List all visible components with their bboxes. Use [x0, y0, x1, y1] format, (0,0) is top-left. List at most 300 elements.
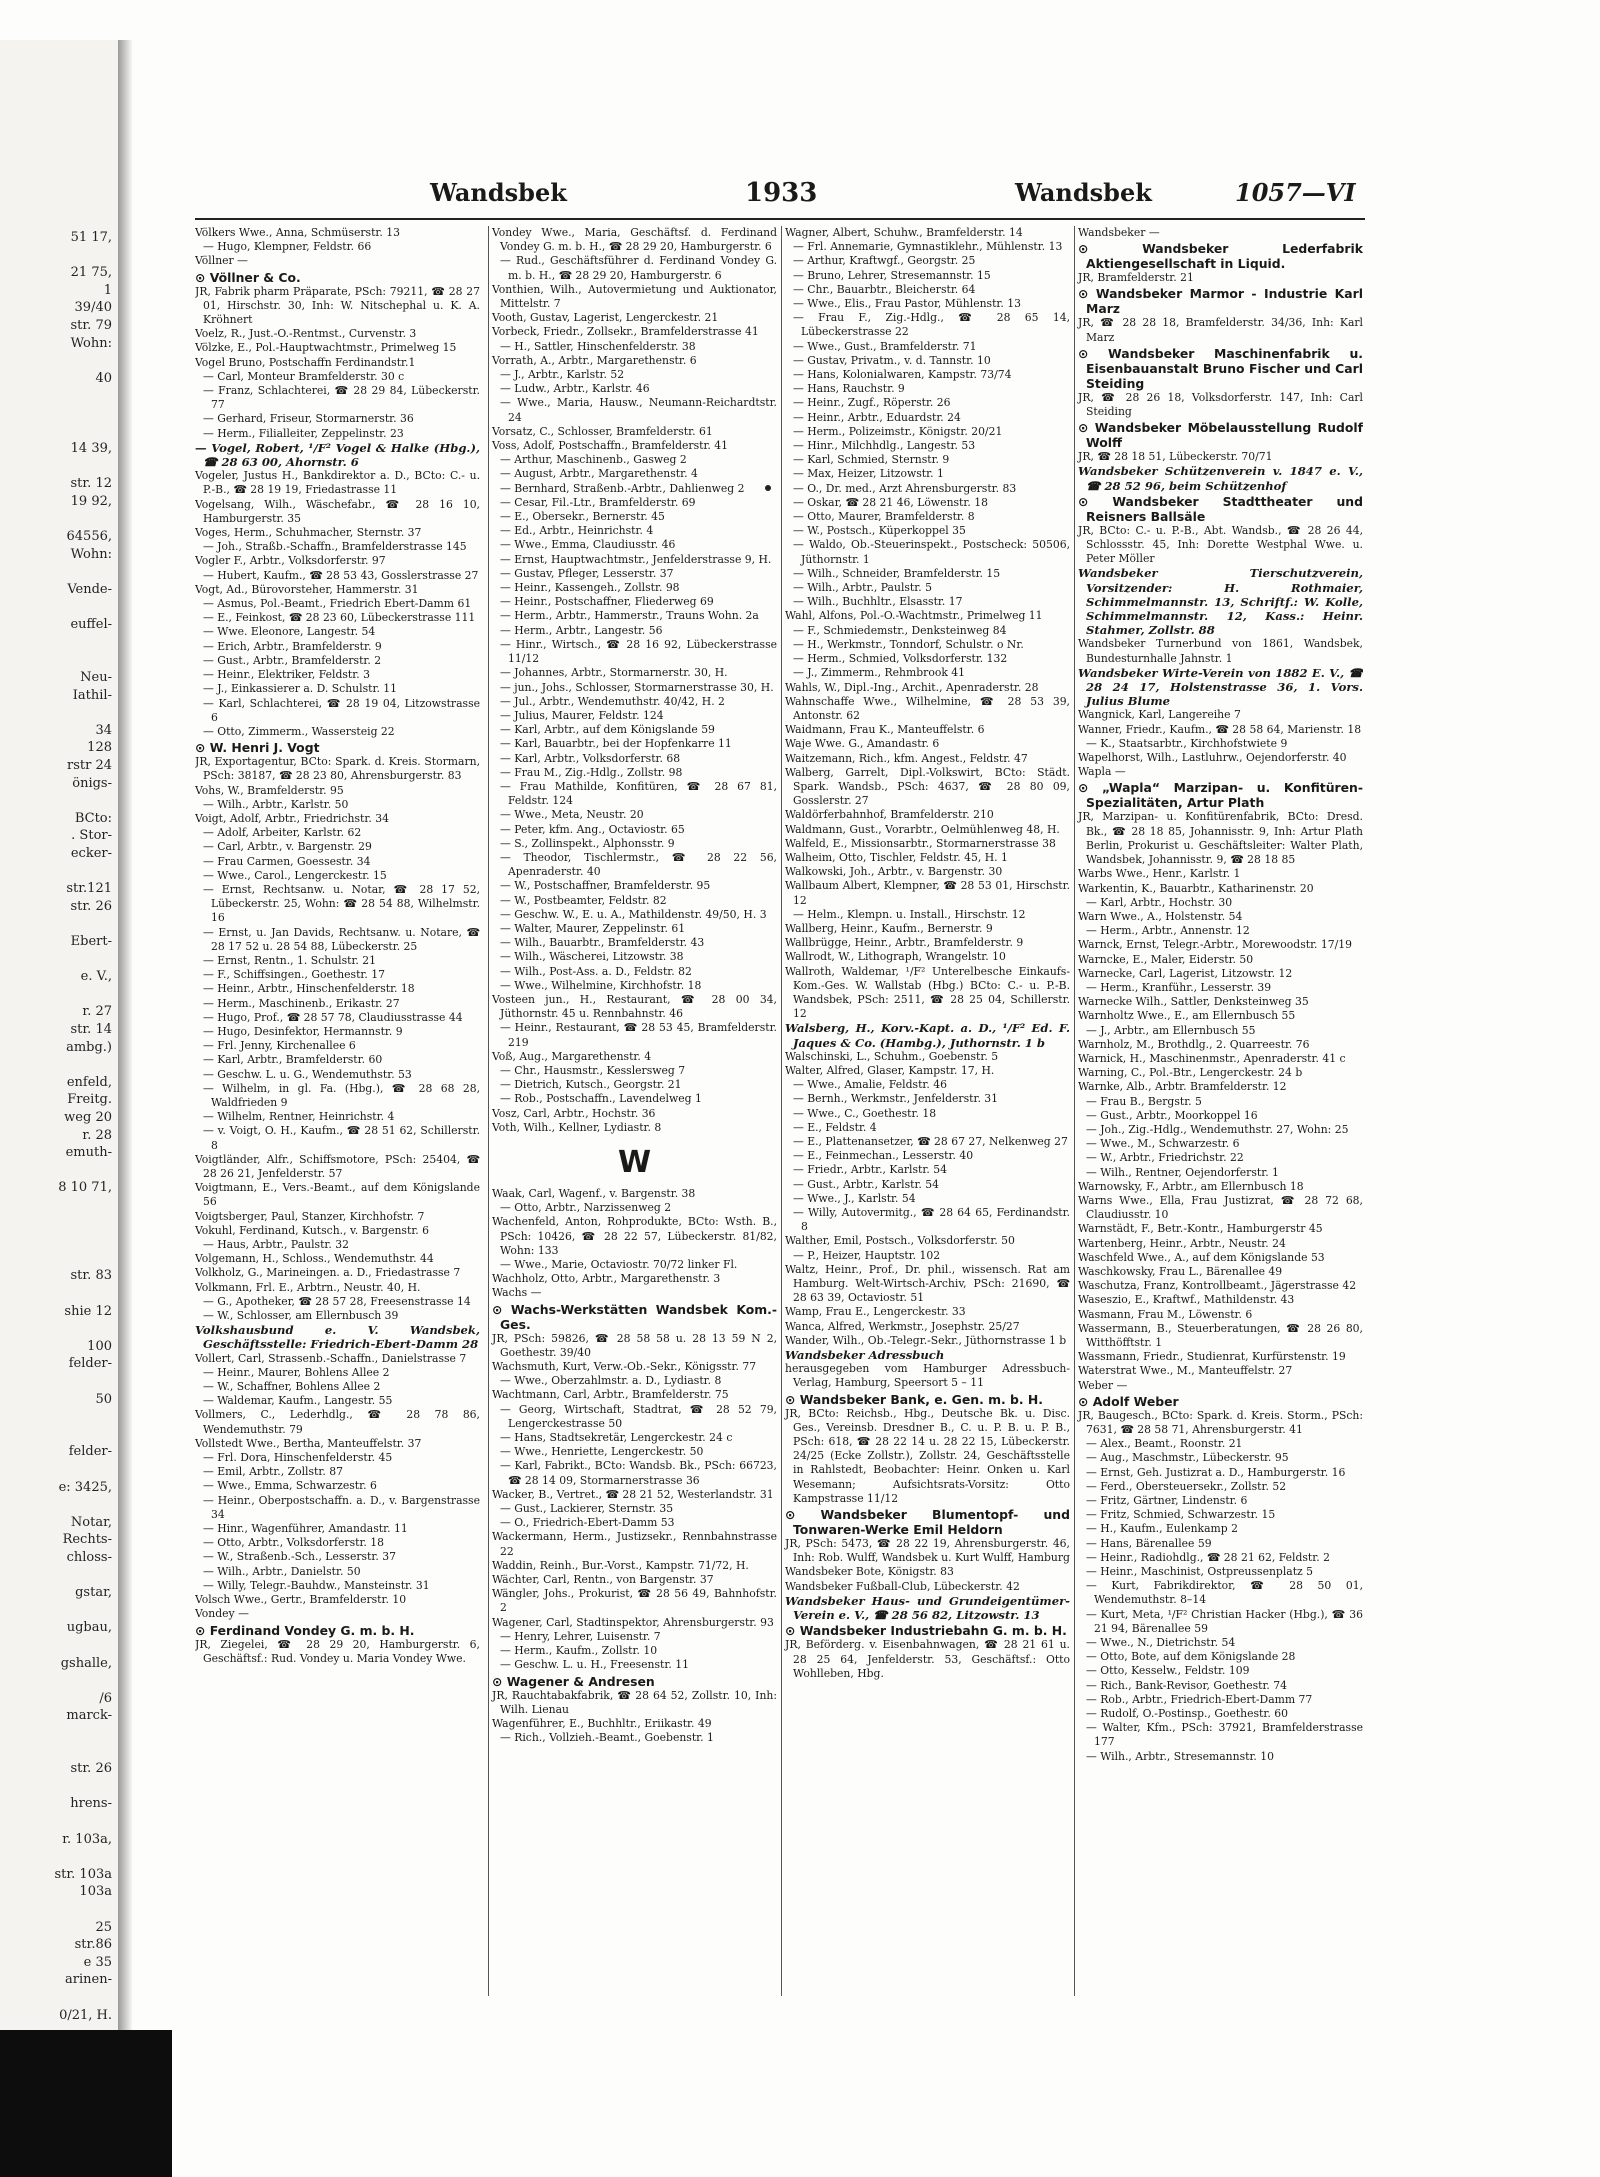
directory-entry: Vogelsang, Wilh., Wäschefabr., ☎ 28 16 10, Hamburgerstr. 35 — [195, 497, 480, 525]
directory-entry: JR, ☎ 28 18 51, Lübeckerstr. 70/71 — [1078, 450, 1273, 464]
directory-entry: — Wwe., N., Dietrichstr. 54 — [1086, 1636, 1236, 1650]
directory-entry: — Helm., Klempn. u. Install., Hirschstr. 12 — [793, 907, 1026, 921]
previous-page-fragment: arinen- — [65, 1972, 112, 1988]
directory-entry: — W., Postbeamter, Feldstr. 82 — [500, 893, 667, 907]
page-number: 1057—VI — [1235, 178, 1356, 207]
directory-entry: Wagner, Albert, Schuhw., Bramfelderstr. 14 — [785, 226, 1023, 239]
directory-entry: — Heinr., Maurer, Bohlens Allee 2 — [203, 1365, 390, 1379]
directory-entry: — Wwe., Marie, Octaviostr. 70/72 linker Fl. — [500, 1258, 738, 1272]
directory-entry: — J., Arbtr., am Ellernbusch 55 — [1086, 1023, 1256, 1037]
directory-entry: — Ernst, Hauptwachtmstr., Jenfelderstrasse 9, H. — [500, 552, 772, 566]
previous-page-fragment: str. 26 — [70, 1761, 112, 1777]
directory-entry: — Wwe., Wilhelmine, Kirchhofstr. 18 — [500, 978, 702, 992]
directory-entry: — Fritz, Gärtner, Lindenstr. 6 — [1086, 1494, 1248, 1508]
directory-entry: — K., Staatsarbtr., Kirchhofstwiete 9 — [1086, 736, 1288, 750]
directory-entry: — Heinr., Radiohdlg., ☎ 28 21 62, Feldstr. 2 — [1086, 1550, 1330, 1564]
directory-entry: — E., Feinmechan., Lesserstr. 40 — [793, 1149, 974, 1163]
directory-entry: Wapelhorst, Wilh., Lastluhrw., Oejendorferstr. 40 — [1078, 751, 1347, 765]
directory-entry: Wacker, B., Vertret., ☎ 28 21 52, Westerlandstr. 31 — [492, 1487, 774, 1501]
directory-entry: — Wilh., Arbtr., Danielstr. 50 — [203, 1564, 361, 1578]
directory-entry: Wallrodt, W., Lithograph, Wrangelstr. 10 — [785, 950, 1006, 964]
directory-entry: — J., Arbtr., Karlstr. 52 — [500, 368, 625, 382]
previous-page-fragment: 1 — [103, 282, 112, 298]
directory-entry: Wapla — — [1078, 765, 1126, 779]
directory-entry: Waldmann, Gust., Vorarbtr., Oelmühlenweg 48, H. — [785, 822, 1060, 836]
directory-entry: Vorrath, A., Arbtr., Margarethenstr. 6 — [492, 353, 697, 367]
previous-page-fragment: 39/40 — [74, 300, 112, 316]
directory-entry: Warnck, Ernst, Telegr.-Arbtr., Morewoodstr. 17/19 — [1078, 938, 1353, 952]
directory-entry: — Herm., Maschinenb., Erikastr. 27 — [203, 996, 400, 1010]
directory-entry: — W., Schlosser, am Ellernbusch 39 — [203, 1309, 399, 1323]
directory-entry: — Wilh., Buchhltr., Elsasstr. 17 — [793, 595, 963, 609]
directory-entry: — Emil, Arbtr., Zollstr. 87 — [203, 1465, 343, 1479]
directory-entry: — Frl. Dora, Hinschenfelderstr. 45 — [203, 1451, 393, 1465]
directory-entry: Waseszio, E., Kraftwf., Mathildenstr. 43 — [1078, 1293, 1295, 1307]
directory-entry: — Alex., Beamt., Roonstr. 21 — [1086, 1437, 1243, 1451]
directory-entry: Vogt, Ad., Bürovorsteher, Hammerstr. 31 — [195, 582, 419, 596]
directory-entry: JR, Fabrik pharm Präparate, PSch: 79211, ☎ 28 27 01, Hirschstr. 30, Inh: W. Nitschephal u. K. A. Kröhnert — [195, 284, 480, 327]
directory-entry: — Max, Heizer, Litzowstr. 1 — [793, 467, 944, 481]
directory-page — [195, 178, 1365, 1998]
directory-entry: — Rudolf, O.-Postinsp., Goethestr. 60 — [1086, 1707, 1288, 1721]
directory-entry: Walfeld, E., Missionsarbtr., Stormarnerstrasse 38 — [785, 836, 1056, 850]
directory-entry: Warnick, H., Maschinenmstr., Apenraderstr. 41 c — [1078, 1051, 1346, 1065]
previous-page-fragment: Rechts- — [62, 1532, 112, 1548]
directory-entry: — Adolf, Arbeiter, Karlstr. 62 — [203, 826, 362, 840]
directory-entry: herausgegeben vom Hamburger Adressbuch-Verlag, Hamburg, Speersort 5 – 11 — [785, 1362, 1070, 1390]
directory-entry: — Julius, Maurer, Feldstr. 124 — [500, 708, 664, 722]
directory-entry: Wahls, W., Dipl.-Ing., Archit., Apenraderstr. 28 — [785, 680, 1039, 694]
directory-entry: — Chr., Hausmstr., Kesslersweg 7 — [500, 1063, 686, 1077]
directory-entry: — August, Arbtr., Margarethenstr. 4 — [500, 467, 698, 481]
previous-page-fragment: Notar, — [70, 1514, 112, 1530]
directory-entry: JR, Exportagentur, BCto: Spark. d. Kreis. Stormarn, PSch: 38187, ☎ 28 23 80, Ahrensburgerstr. 83 — [195, 755, 480, 783]
directory-entry: Vollmers, C., Lederhdlg., ☎ 28 78 86, Wendemuthstr. 79 — [195, 1408, 480, 1436]
directory-entry: Warnecke, Carl, Lagerist, Litzowstr. 12 — [1078, 966, 1293, 980]
directory-entry: Voss, Adolf, Postschaffn., Bramfelderstr. 41 — [492, 439, 729, 453]
directory-entry: — Franz, Schlachterei, ☎ 28 29 84, Lübeckerstr. 77 — [203, 384, 480, 412]
previous-page-fragment: Wohn: — [70, 546, 112, 562]
directory-entry: — Hugo, Klempner, Feldstr. 66 — [203, 240, 372, 254]
directory-entry: — Karl, Arbtr., auf dem Königslande 59 — [500, 723, 715, 737]
directory-entry: — Gust., Arbtr., Moorkoppel 16 — [1086, 1108, 1258, 1122]
directory-entry: Warns Wwe., Ella, Frau Justizrat, ☎ 28 72 68, Claudiusstr. 10 — [1078, 1193, 1363, 1222]
directory-entry: Waak, Carl, Wagenf., v. Bargenstr. 38 — [492, 1187, 696, 1200]
header-rule — [195, 218, 1365, 220]
previous-page-fragment: 14 39, — [70, 441, 112, 457]
directory-entry: — Hans, Kolonialwaren, Kampstr. 73/74 — [793, 368, 1012, 382]
directory-entry: Wandsbeker Turnerbund von 1861, Wandsbek, Bundesturnhalle Jahnstr. 1 — [1078, 637, 1363, 665]
header-right: Wandsbek — [1015, 178, 1152, 207]
directory-entry: — Wilh., Arbtr., Karlstr. 50 — [203, 797, 349, 811]
directory-entry: — Otto, Arbtr., Volksdorferstr. 18 — [203, 1536, 385, 1550]
directory-entry: JR, BCto: Reichsb., Hbg., Deutsche Bk. u. Disc. Ges., Vereinsb. Dresdner B., C. u. P. B. u. P. B., PSch: 618, ☎ 28 22 14 u. 28 22 15, Lübeckerstr. 24/25 (Ecke Zollstr.), Zollstr. 24, Geschäftsstelle in Rahlstedt, Beobachter: Heinr. Onken u. Karl Wesemann; Aufsichtsrats-Vorsitz: Otto Kampstrasse 11/12 — [785, 1406, 1070, 1505]
directory-entry: — Wwe., Maria, Hausw., Neumann-Reichardtstr. 24 — [500, 396, 777, 424]
column-4 — [1074, 226, 1363, 1996]
directory-entry: — Hinr., Wirtsch., ☎ 28 16 92, Lübeckerstrasse 11/12 — [500, 637, 777, 666]
directory-entry: — Frau Carmen, Goessestr. 34 — [203, 854, 371, 868]
directory-entry: — Geschw. L. u. G., Wendemuthstr. 53 — [203, 1067, 412, 1081]
directory-entry: — jun., Johs., Schlosser, Stormarnerstrasse 30, H. — [500, 680, 774, 694]
directory-entry: Volsch Wwe., Gertr., Bramfelderstr. 10 — [195, 1593, 407, 1607]
previous-page-fragment: 40 — [95, 370, 112, 386]
directory-entry: — Dietrich, Kutsch., Georgstr. 21 — [500, 1078, 682, 1092]
directory-entry: — Ludw., Arbtr., Karlstr. 46 — [500, 382, 650, 396]
directory-entry: Vosz, Carl, Arbtr., Hochstr. 36 — [492, 1106, 656, 1120]
previous-page-fragment: felder- — [68, 1356, 112, 1372]
directory-entry: — Wwe., M., Schwarzestr. 6 — [1086, 1137, 1240, 1151]
directory-entry: Warn Wwe., A., Holstenstr. 54 — [1078, 909, 1243, 923]
directory-entry: JR, ☎ 28 28 18, Bramfelderstr. 34/36, Inh: Karl Marz — [1078, 316, 1363, 344]
directory-entry: Wachholz, Otto, Arbtr., Margarethenstr. 3 — [492, 1272, 721, 1286]
directory-entry: — Gustav, Privatm., v. d. Tannstr. 10 — [793, 353, 991, 367]
directory-entry: — Wwe. Eleonore, Langestr. 54 — [203, 625, 376, 639]
directory-entry: — Heinr., Zugf., Röperstr. 26 — [793, 396, 951, 410]
directory-entry: — Frl. Annemarie, Gymnastiklehr., Mühlenstr. 13 — [793, 240, 1063, 254]
directory-entry: Vooth, Gustav, Lagerist, Lengerckestr. 21 — [492, 311, 719, 325]
previous-page-fragment: chloss- — [66, 1550, 112, 1565]
directory-entry: ⊙ Wandsbeker Maschinenfabrik u. Eisenbauanstalt Bruno Fischer und Carl Steiding — [1078, 345, 1363, 391]
directory-entry: Walberg, Garrelt, Dipl.-Volkswirt, BCto: Städt. Spark. Wandsb., PSch: 4637, ☎ 28 80 09, Gosslerstr. 27 — [785, 765, 1070, 808]
directory-entry: — Wwe., J., Karlstr. 54 — [793, 1191, 916, 1205]
directory-entry: Walsberg, H., Korv.-Kapt. a. D., ¹/F² Ed. F. Jaques & Co. (Hambg.), Juthornstr. 1 b — [785, 1021, 1070, 1050]
directory-entry: — Wilhelm, Rentner, Heinrichstr. 4 — [203, 1110, 395, 1124]
directory-entry: — Wilh., Arbtr., Paulstr. 5 — [793, 581, 932, 595]
directory-entry: — Fritz, Schmied, Schwarzestr. 15 — [1086, 1508, 1276, 1522]
directory-entry: — Wwe., Henriette, Lengerckestr. 50 — [500, 1445, 704, 1459]
directory-entry: Waitzemann, Rich., kfm. Angest., Feldstr. 47 — [785, 751, 1028, 765]
directory-entry: Vollstedt Wwe., Bertha, Manteuffelstr. 37 — [195, 1436, 422, 1450]
directory-entry: Vondey — — [195, 1607, 249, 1621]
directory-entry: — Arthur, Maschinenb., Gasweg 2 — [500, 453, 687, 467]
directory-entry: ⊙ Wandsbeker Blumentopf- und Tonwaren-Werke Emil Heldorn — [785, 1507, 1070, 1538]
directory-entry: Vollert, Carl, Strassenb.-Schaffn., Danielstrasse 7 — [195, 1351, 467, 1365]
directory-entry: Wandsbeker Bote, Königstr. 83 — [785, 1565, 954, 1579]
directory-entry: — Kurt, Fabrikdirektor, ☎ 28 50 01, Wendemuthstr. 8–14 — [1086, 1579, 1363, 1607]
directory-entry: Walter, Alfred, Glaser, Kampstr. 17, H. — [785, 1063, 995, 1077]
directory-entry: Volkholz, G., Marineingen. a. D., Friedastrasse 7 — [195, 1266, 461, 1280]
directory-entry: — Otto, Bote, auf dem Königslande 28 — [1086, 1650, 1296, 1664]
directory-entry: JR, ☎ 28 26 18, Volksdorferstr. 147, Inh: Carl Steiding — [1078, 390, 1363, 419]
previous-page-fragment: euffel- — [70, 617, 112, 633]
previous-page-fragment: enfeld, — [66, 1074, 112, 1090]
directory-entry: Vogler F., Arbtr., Volksdorferstr. 97 — [195, 554, 386, 568]
directory-entry: — Wwe., Gust., Bramfelderstr. 71 — [793, 339, 977, 353]
directory-entry: Wandsbeker — — [1078, 226, 1160, 239]
directory-entry: Warkentin, K., Bauarbtr., Katharinenstr. 20 — [1078, 881, 1314, 895]
directory-entry: Voigtsberger, Paul, Stanzer, Kirchhofstr. 7 — [195, 1209, 425, 1223]
directory-entry: ⊙ Wandsbeker Industriebahn G. m. b. H. — [785, 1623, 1067, 1639]
directory-entry: — H., Werkmstr., Tonndorf, Schulstr. o Nr. — [793, 637, 1024, 651]
directory-entry: — Willy, Autovermitg., ☎ 28 64 65, Ferdinandstr. 8 — [793, 1206, 1070, 1234]
directory-entry: JR, PSch: 59826, ☎ 28 58 58 u. 28 13 59 N 2, Goethestr. 39/40 — [492, 1331, 777, 1359]
directory-entry: JR, Marzipan- u. Konfitürenfabrik, BCto: Dresd. Bk., ☎ 28 18 85, Johannisstr. 9, Inh: Artur Plath Berlin, Prokurist u. Geschäftsleiter: Walter Plath, Wandsbek, Johannisstr. 9, ☎ 28 18 85 — [1078, 810, 1363, 867]
directory-entry: — Waldo, Ob.-Steuerinspekt., Postscheck: 50506, Jüthornstr. 1 — [793, 538, 1070, 566]
column-3 — [781, 226, 1070, 1996]
directory-entry: — Jul., Arbtr., Wendemuthstr. 40/42, H. 2 — [500, 694, 725, 708]
directory-entry: Wachs — — [492, 1286, 542, 1300]
directory-entry: Wanca, Alfred, Werkmstr., Josephstr. 25/27 — [785, 1319, 1020, 1333]
directory-entry: — Joh., Straßb.-Schaffn., Bramfelderstrasse 145 — [203, 540, 467, 554]
directory-entry: ⊙ Völlner & Co. — [195, 269, 301, 285]
directory-entry: — Heinr., Kassengeh., Zollstr. 98 — [500, 581, 680, 595]
directory-entry: — Karl, Bauarbtr., bei der Hopfenkarre 11 — [500, 737, 732, 751]
directory-entry: — Haus, Arbtr., Paulstr. 32 — [203, 1238, 349, 1252]
directory-entry: — Kurt, Meta, ¹/F² Christian Hacker (Hbg.), ☎ 36 21 94, Bärenallee 59 — [1086, 1607, 1363, 1635]
directory-entry: — Herm., Arbtr., Langestr. 56 — [500, 623, 663, 637]
directory-entry: — Frau F., Zig.-Hdlg., ☎ 28 65 14, Lübeckerstrasse 22 — [793, 311, 1070, 339]
previous-page-fragment: ecker- — [70, 846, 112, 861]
previous-page-fragment: 0/21, H. — [59, 2007, 112, 2023]
section-letter: W — [617, 1145, 652, 1180]
directory-entry: Wachtmann, Carl, Arbtr., Bramfelderstr. 75 — [492, 1388, 729, 1402]
directory-entry: Wassmann, Friedr., Studienrat, Kurfürstenstr. 19 — [1078, 1350, 1346, 1364]
directory-entry: — Frl. Jenny, Kirchenallee 6 — [203, 1039, 356, 1053]
directory-entry: — Johannes, Arbtr., Stormarnerstr. 30, H. — [500, 666, 728, 680]
directory-entry: — Wwe., Amalie, Feldstr. 46 — [793, 1078, 947, 1092]
directory-entry: ⊙ Ferdinand Vondey G. m. b. H. — [195, 1622, 415, 1638]
previous-page-fragment: 50 — [95, 1391, 112, 1407]
directory-entry: Vonthien, Wilh., Autovermietung und Auktionator, Mittelstr. 7 — [492, 282, 777, 311]
running-header — [195, 178, 1365, 214]
directory-entry: — Gustav, Pfleger, Lesserstr. 37 — [500, 566, 674, 580]
directory-entry: — Wwe., Carol., Lengerckestr. 15 — [203, 868, 387, 882]
directory-entry: Warbs Wwe., Henr., Karlstr. 1 — [1078, 867, 1241, 881]
directory-entry: Wallbaum Albert, Klempner, ☎ 28 53 01, Hirschstr. 12 — [785, 879, 1070, 907]
directory-entry: Wahnschaffe Wwe., Wilhelmine, ☎ 28 53 39, Antonstr. 62 — [785, 694, 1070, 722]
directory-entry: — Hans, Rauchstr. 9 — [793, 382, 905, 396]
directory-entry: — Bruno, Lehrer, Stresemannstr. 15 — [793, 268, 991, 282]
directory-entry: Wandsbeker Tierschutzverein, Vorsitzender: H. Rothmaier, Schimmelmannstr. 13, Schriftf.: W. Kolle, Schimmelmannstr. 12, Kass.: Heinr. Stahmer, Zollstr. 88 — [1078, 566, 1363, 638]
directory-entry: — Herm., Kaufm., Zollstr. 10 — [500, 1644, 658, 1658]
directory-entry: Vogel Bruno, Postschaffn Ferdinandstr.1 — [195, 355, 416, 369]
directory-entry: Vohs, W., Bramfelderstr. 95 — [195, 783, 344, 797]
previous-page-fragment: ugbau, — [66, 1620, 112, 1636]
directory-entry: ⊙ Wandsbeker Marmor - Industrie Karl Marz — [1078, 286, 1363, 317]
directory-entry: Warnholtz Wwe., E., am Ellernbusch 55 — [1078, 1009, 1296, 1023]
previous-page-fragment: r. 28 — [82, 1127, 112, 1143]
directory-entry: — Ernst, u. Jan Davids, Rechtsanw. u. Notare, ☎ 28 17 52 u. 28 54 88, Lübeckerstr. 25 — [203, 925, 480, 953]
previous-page-fragment: str. 26 — [70, 898, 112, 914]
directory-entry: — Wwe., Meta, Neustr. 20 — [500, 808, 644, 822]
directory-entry: — F., Schiffsingen., Goethestr. 17 — [203, 968, 386, 982]
directory-entry: — E., Plattenansetzer, ☎ 28 67 27, Nelkenweg 27 — [793, 1135, 1068, 1148]
directory-entry: Wachenfeld, Anton, Rohprodukte, BCto: Wsth. B., PSch: 10426, ☎ 28 22 57, Lübeckerstr. 81/82, Wohn: 133 — [492, 1215, 777, 1257]
directory-entry: — Heinr., Postschaffner, Fliederweg 69 — [500, 595, 714, 609]
previous-page-fragment: emuth- — [65, 1145, 112, 1161]
directory-entry: — Peter, kfm. Ang., Octaviostr. 65 — [500, 822, 685, 836]
directory-entry: ⊙ Wachs-Werkstätten Wandsbek Kom.-Ges. — [492, 1301, 777, 1332]
previous-page-fragment: r. 103a, — [62, 1831, 112, 1847]
directory-entry: — Geschw. W., E. u. A., Mathildenstr. 49/50, H. 3 — [500, 907, 767, 921]
directory-entry: ⊙ Wandsbeker Stadttheater und Reisners Ballsäle — [1078, 493, 1363, 524]
scan-border — [0, 2030, 172, 2177]
directory-entry: — Oskar, ☎ 28 21 46, Löwenstr. 18 — [793, 495, 988, 509]
directory-entry: Volkshausbund e. V. Wandsbek, Geschäftsstelle: Friedrich-Ebert-Damm 28 — [195, 1323, 480, 1352]
directory-entry: — Wilh., Bauarbtr., Bramfelderstr. 43 — [500, 936, 705, 950]
directory-entry: Wagener, Carl, Stadtinspektor, Ahrensburgerstr. 93 — [492, 1615, 774, 1629]
previous-page-fragment: 103a — [79, 1884, 112, 1900]
directory-entry: Wander, Wilh., Ob.-Telegr.-Sekr., Jüthornstrasse 1 b — [785, 1333, 1067, 1347]
directory-entry: Wächter, Carl, Rentn., von Bargenstr. 37 — [492, 1573, 714, 1587]
directory-entry: Voigt, Adolf, Arbtr., Friedrichstr. 34 — [195, 811, 389, 825]
directory-entry: — Frau M., Zig.-Hdlg., Zollstr. 98 — [500, 765, 683, 779]
directory-entry: — Gust., Arbtr., Karlstr. 54 — [793, 1177, 940, 1191]
previous-page-fragment: BCto: — [74, 810, 112, 826]
directory-entry: Wartenberg, Heinr., Arbtr., Neustr. 24 — [1078, 1236, 1286, 1250]
directory-entry: — Carl, Monteur Bramfelderstr. 30 c — [203, 369, 405, 383]
previous-page-fragment: shie 12 — [64, 1303, 112, 1319]
directory-entry: Voges, Herm., Schuhmacher, Sternstr. 37 — [195, 526, 422, 540]
ink-dot — [765, 485, 771, 491]
directory-entry: — Vogel, Robert, ¹/F² Vogel & Halke (Hbg.), ☎ 28 63 00, Ahornstr. 6 — [195, 440, 480, 470]
directory-entry: Warnowsky, F., Arbtr., am Ellernbusch 18 — [1078, 1179, 1304, 1193]
directory-entry: — Heinr., Maschinist, Ostpreussenplatz 5 — [1086, 1565, 1314, 1579]
directory-entry: Wanner, Friedr., Kaufm., ☎ 28 58 64, Marienstr. 18 — [1078, 722, 1362, 736]
directory-entry: JR, Rauchtabakfabrik, ☎ 28 64 52, Zollstr. 10, Inh: Wilh. Lienau — [492, 1688, 777, 1716]
directory-entry: JR, Baugesch., BCto: Spark. d. Kreis. Storm., PSch: 7631, ☎ 28 58 71, Ahrensburgerstr. 41 — [1078, 1408, 1363, 1437]
directory-entry: — Rob., Postschaffn., Lavendelweg 1 — [500, 1092, 702, 1106]
directory-entry: Voth, Wilh., Kellner, Lydiastr. 8 — [492, 1120, 662, 1134]
directory-entry: — Joh., Zig.-Hdlg., Wendemuthstr. 27, Wohn: 25 — [1086, 1122, 1349, 1136]
directory-entry: Vokuhl, Ferdinand, Kutsch., v. Bargenstr. 6 — [195, 1223, 430, 1237]
directory-entry: — Otto, Zimmerm., Wassersteig 22 — [203, 724, 395, 738]
directory-entry: Wandsbeker Fußball-Club, Lübeckerstr. 42 — [785, 1579, 1020, 1593]
header-year: 1933 — [745, 178, 818, 208]
directory-entry: — Aug., Maschmstr., Lübeckerstr. 95 — [1086, 1451, 1289, 1465]
directory-entry: Völkers Wwe., Anna, Schmüserstr. 13 — [195, 226, 400, 239]
previous-page-fragment: gstar, — [75, 1585, 112, 1601]
directory-entry: — Heinr., Elektriker, Feldstr. 3 — [203, 668, 370, 682]
directory-entry: Waddin, Reinh., Bur.-Vorst., Kampstr. 71/72, H. — [492, 1558, 749, 1572]
directory-entry: — O., Dr. med., Arzt Ahrensburgerstr. 83 — [793, 481, 1017, 495]
previous-page-fragment: str. 14 — [70, 1022, 112, 1037]
directory-entry: — Otto, Kesselw., Feldstr. 109 — [1086, 1664, 1250, 1678]
directory-entry: — Heinr., Arbtr., Eduardstr. 24 — [793, 410, 961, 424]
directory-entry: Walheim, Otto, Tischler, Feldstr. 45, H. 1 — [785, 850, 1008, 864]
directory-entry: — Wwe., C., Goethestr. 18 — [793, 1106, 937, 1120]
directory-entry: — Geschw. L. u. H., Freesenstr. 11 — [500, 1658, 689, 1672]
directory-entry: — Chr., Bauarbtr., Bleicherstr. 64 — [793, 282, 976, 296]
directory-entry: Wandsbeker Haus- und Grundeigentümer-Verein e. V., ☎ 28 56 82, Litzowstr. 13 — [785, 1593, 1070, 1623]
header-left: Wandsbek — [430, 178, 567, 207]
directory-entry: Wackermann, Herm., Justizsekr., Rennbahnstrasse 22 — [492, 1530, 777, 1558]
previous-page-fragment: 128 — [87, 740, 112, 756]
directory-entry: JR, Ziegelei, ☎ 28 29 20, Hamburgerstr. 6, Geschäftsf.: Rud. Vondey u. Maria Vondey Wwe. — [195, 1637, 480, 1665]
directory-entry: — Karl, Schmied, Sternstr. 9 — [793, 453, 950, 467]
previous-page-fragment: Vende- — [67, 582, 112, 597]
directory-entry: Warnke, Alb., Arbtr. Bramfelderstr. 12 — [1078, 1080, 1287, 1094]
gutter-shadow — [118, 40, 132, 2030]
directory-entry: ⊙ Wagener & Andresen — [492, 1673, 655, 1689]
directory-entry: — Erich, Arbtr., Bramfelderstr. 9 — [203, 639, 382, 653]
directory-entry: — Karl, Arbtr., Volksdorferstr. 68 — [500, 751, 681, 765]
previous-page-fragment: hrens- — [70, 1796, 112, 1812]
directory-entry: Voigtländer, Alfr., Schiffsmotore, PSch: 25404, ☎ 28 26 21, Jenfelderstr. 57 — [195, 1152, 480, 1180]
directory-entry: Warnstädt, F., Betr.-Kontr., Hamburgerstr 45 — [1078, 1222, 1323, 1236]
directory-entry: — Wwe., Oberzahlmstr. a. D., Lydiastr. 8 — [500, 1374, 722, 1388]
directory-entry: — Wwe., Emma, Schwarzestr. 6 — [203, 1479, 377, 1493]
directory-entry: — G., Apotheker, ☎ 28 57 28, Freesenstrasse 14 — [203, 1294, 471, 1308]
directory-entry: — Hans, Bärenallee 59 — [1086, 1536, 1212, 1550]
directory-entry: — H., Sattler, Hinschenfelderstr. 38 — [500, 339, 696, 353]
directory-entry: — Herm., Schmied, Volksdorferstr. 132 — [793, 652, 1008, 666]
directory-entry: — Rud., Geschäftsführer d. Ferdinand Vondey G. m. b. H., ☎ 28 29 20, Hamburgerstr. 6 — [500, 254, 777, 282]
previous-page-fragment: /6 — [99, 1690, 112, 1706]
directory-entry: Wallroth, Waldemar, ¹/F² Unterelbesche Einkaufs-Kom.-Ges. W. Wallstab (Hbg.) BCto: C.- u. P.-B. Wandsbek, PSch: 2511, ☎ 28 25 04, Schillerstr. 12 — [785, 964, 1070, 1021]
directory-entry: Wangnick, Karl, Langereihe 7 — [1078, 708, 1241, 722]
column-2 — [488, 226, 777, 1996]
previous-page-fragment: . Stor- — [71, 828, 112, 844]
directory-entry: — Hinr., Wagenführer, Amandastr. 11 — [203, 1522, 408, 1536]
directory-entry: — Heinr., Arbtr., Hinschenfelderstr. 18 — [203, 982, 415, 996]
directory-entry: Vogeler, Justus H., Bankdirektor a. D., BCto: C.- u. P.-B., ☎ 28 19 19, Friedastrasse 11 — [195, 469, 480, 497]
previous-page-fragment: str. 83 — [70, 1268, 112, 1284]
directory-entry: Wandsbeker Wirte-Verein von 1882 E. V., ☎ 28 24 17, Holstenstrasse 36, 1. Vors. Julius Blume — [1078, 665, 1363, 709]
directory-entry: — F., Schmiedemstr., Denksteinweg 84 — [793, 623, 1007, 637]
directory-entry: Waidmann, Frau K., Manteuffelstr. 6 — [785, 723, 985, 737]
directory-entry: — Karl, Arbtr., Hochstr. 30 — [1086, 895, 1233, 909]
directory-entry: Waterstrat Wwe., M., Manteuffelstr. 27 — [1078, 1364, 1293, 1378]
directory-entry: — Ferd., Obersteuersekr., Zollstr. 52 — [1086, 1479, 1287, 1493]
directory-entry: Warncke, E., Maler, Eiderstr. 50 — [1078, 952, 1254, 966]
directory-entry: ⊙ Wandsbeker Möbelausstellung Rudolf Wolff — [1078, 420, 1363, 451]
directory-entry: — Wwe., Emma, Claudiusstr. 46 — [500, 538, 676, 552]
previous-page-fragment: 19 92, — [70, 494, 112, 509]
directory-entry: Weber — — [1078, 1378, 1128, 1392]
directory-entry: Wamp, Frau E., Lengerckestr. 33 — [785, 1305, 966, 1319]
directory-entry: — Bernh., Werkmstr., Jenfelderstr. 31 — [793, 1092, 999, 1106]
directory-entry: — P., Heizer, Hauptstr. 102 — [793, 1248, 941, 1262]
directory-entry: — Heinr., Restaurant, ☎ 28 53 45, Bramfelderstr. 219 — [500, 1021, 777, 1049]
directory-entry: Wallbrügge, Heinr., Arbtr., Bramfelderstr. 9 — [785, 936, 1024, 950]
previous-page-fragment: str.86 — [74, 1937, 112, 1953]
directory-entry: — J., Einkassierer a. D. Schulstr. 11 — [203, 682, 398, 696]
previous-page-fragment: str.121 — [66, 881, 112, 897]
directory-entry: ⊙ W. Henri J. Vogt — [195, 740, 320, 756]
directory-entry: — Herm., Polizeimstr., Königstr. 20/21 — [793, 424, 1003, 438]
previous-page-fragment: Iathil- — [72, 687, 112, 703]
directory-entry: Waldörferbahnhof, Bramfelderstr. 210 — [785, 808, 994, 822]
directory-entry: — Gerhard, Friseur, Stormarnerstr. 36 — [203, 412, 414, 426]
previous-page-fragment: önigs- — [72, 775, 112, 791]
previous-page-fragment: marck- — [66, 1708, 112, 1724]
directory-entry: — Henry, Lehrer, Luisenstr. 7 — [500, 1629, 661, 1643]
directory-entry: JR, BCto: C.- u. P.-B., Abt. Wandsb., ☎ 28 26 44, Schlossstr. 45, Inh: Dorette Westphal Wwe. u. Peter Möller — [1078, 523, 1363, 566]
previous-page-fragment: e 35 — [83, 1954, 112, 1970]
directory-entry: Waltz, Heinr., Prof., Dr. phil., wissensch. Rat am Hamburg. Welt-Wirtsch-Archiv, PSch: 21690, ☎ 28 63 39, Octaviostr. 51 — [785, 1262, 1070, 1305]
directory-entry: Wahl, Alfons, Pol.-O.-Wachtmstr., Primelweg 11 — [785, 609, 1043, 623]
directory-entry: Walther, Emil, Postsch., Volksdorferstr. 50 — [785, 1234, 1015, 1248]
directory-entry: Waje Wwe. G., Amandastr. 6 — [785, 737, 940, 751]
directory-entry: JR, Beförderg. v. Eisenbahnwagen, ☎ 28 21 61 u. 28 25 64, Jenfelderstr. 53, Geschäftsf.: Otto Wohlleben, Hbg. — [785, 1638, 1070, 1680]
directory-entry: Wagenführer, E., Buchhltr., Eriikastr. 49 — [492, 1716, 712, 1730]
directory-entry: — Walter, Kfm., PSch: 37921, Bramfelderstrasse 177 — [1086, 1721, 1363, 1749]
directory-entry: ⊙ „Wapla“ Marzipan- u. Konfitüren-Spezialitäten, Artur Plath — [1078, 780, 1363, 811]
previous-page-fragment: Wohn: — [70, 335, 112, 351]
directory-entry: — J., Zimmerm., Rehmbrook 41 — [793, 666, 966, 680]
directory-entry: — Wilh., Wäscherei, Litzowstr. 38 — [500, 950, 684, 964]
directory-entry: Völlner — — [195, 254, 248, 268]
directory-entry: — Hubert, Kaufm., ☎ 28 53 43, Gosslerstrasse 27 — [203, 568, 479, 582]
directory-entry: Wallberg, Heinr., Kaufm., Bernerstr. 9 — [785, 921, 993, 935]
directory-entry: — W., Postsch., Küperkoppel 35 — [793, 524, 966, 538]
directory-entry: ⊙ Wandsbeker Lederfabrik Aktiengesellschaft in Liquid. — [1078, 241, 1363, 272]
directory-entry: — Carl, Arbtr., v. Bargenstr. 29 — [203, 840, 372, 854]
directory-entry: Wandsbeker Adressbuch — [785, 1348, 945, 1363]
directory-entry: — Ernst, Rechtsanw. u. Notar, ☎ 28 17 52, Lübeckerstr. 25, Wohn: ☎ 28 54 88, Wilhelmstr. 16 — [203, 882, 480, 925]
directory-entry: JR, PSch: 5473, ☎ 28 22 19, Ahrensburgerstr. 46, Inh: Rob. Wulff, Wandsbek u. Kurt Wulff, Hamburg — [785, 1537, 1070, 1565]
